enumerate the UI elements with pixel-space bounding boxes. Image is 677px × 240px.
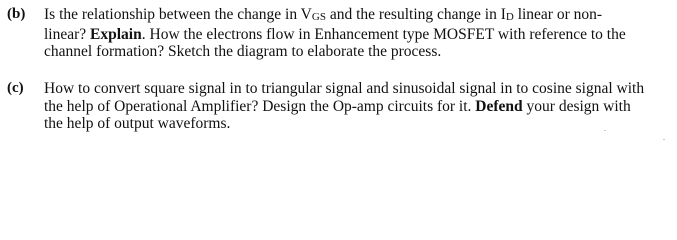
text-segment: the help of Operational Amplifier? Design the Op-amp circuits for it. [44, 97, 476, 115]
scan-speck [604, 130, 606, 131]
keyword-explain: Explain [90, 25, 142, 43]
question-text-b [44, 6, 664, 61]
question-label-c: (c) [7, 80, 24, 96]
question-c-line-3: the help of output waveforms. [44, 115, 231, 133]
subscript-gs: GS [311, 11, 326, 23]
text-segment: Is the relationship between the change in V [44, 6, 312, 23]
question-b-line-3: channel formation? Sketch the diagram to elaborate the process. [44, 43, 442, 61]
question-label-b: (b) [7, 6, 26, 22]
text-segment: . How the electrons flow in Enhancement type MOSFET with reference to the [141, 25, 626, 43]
question-c-line-2 [44, 98, 664, 116]
question-text-c [44, 80, 664, 133]
scan-speck [663, 139, 665, 140]
question-c-line-1: How to convert square signal in to triangular signal and sinusoidal signal in to cosine signal with [44, 80, 645, 97]
text-segment: and the resulting change in I [325, 6, 506, 23]
text-segment: linear? [44, 25, 91, 43]
question-b-line-1 [44, 6, 664, 26]
text-segment: linear or non- [513, 6, 603, 23]
keyword-defend: Defend [475, 97, 523, 115]
text-segment: your design with [522, 97, 631, 115]
subscript-d: D [505, 11, 514, 23]
question-b-line-2 [44, 26, 664, 44]
